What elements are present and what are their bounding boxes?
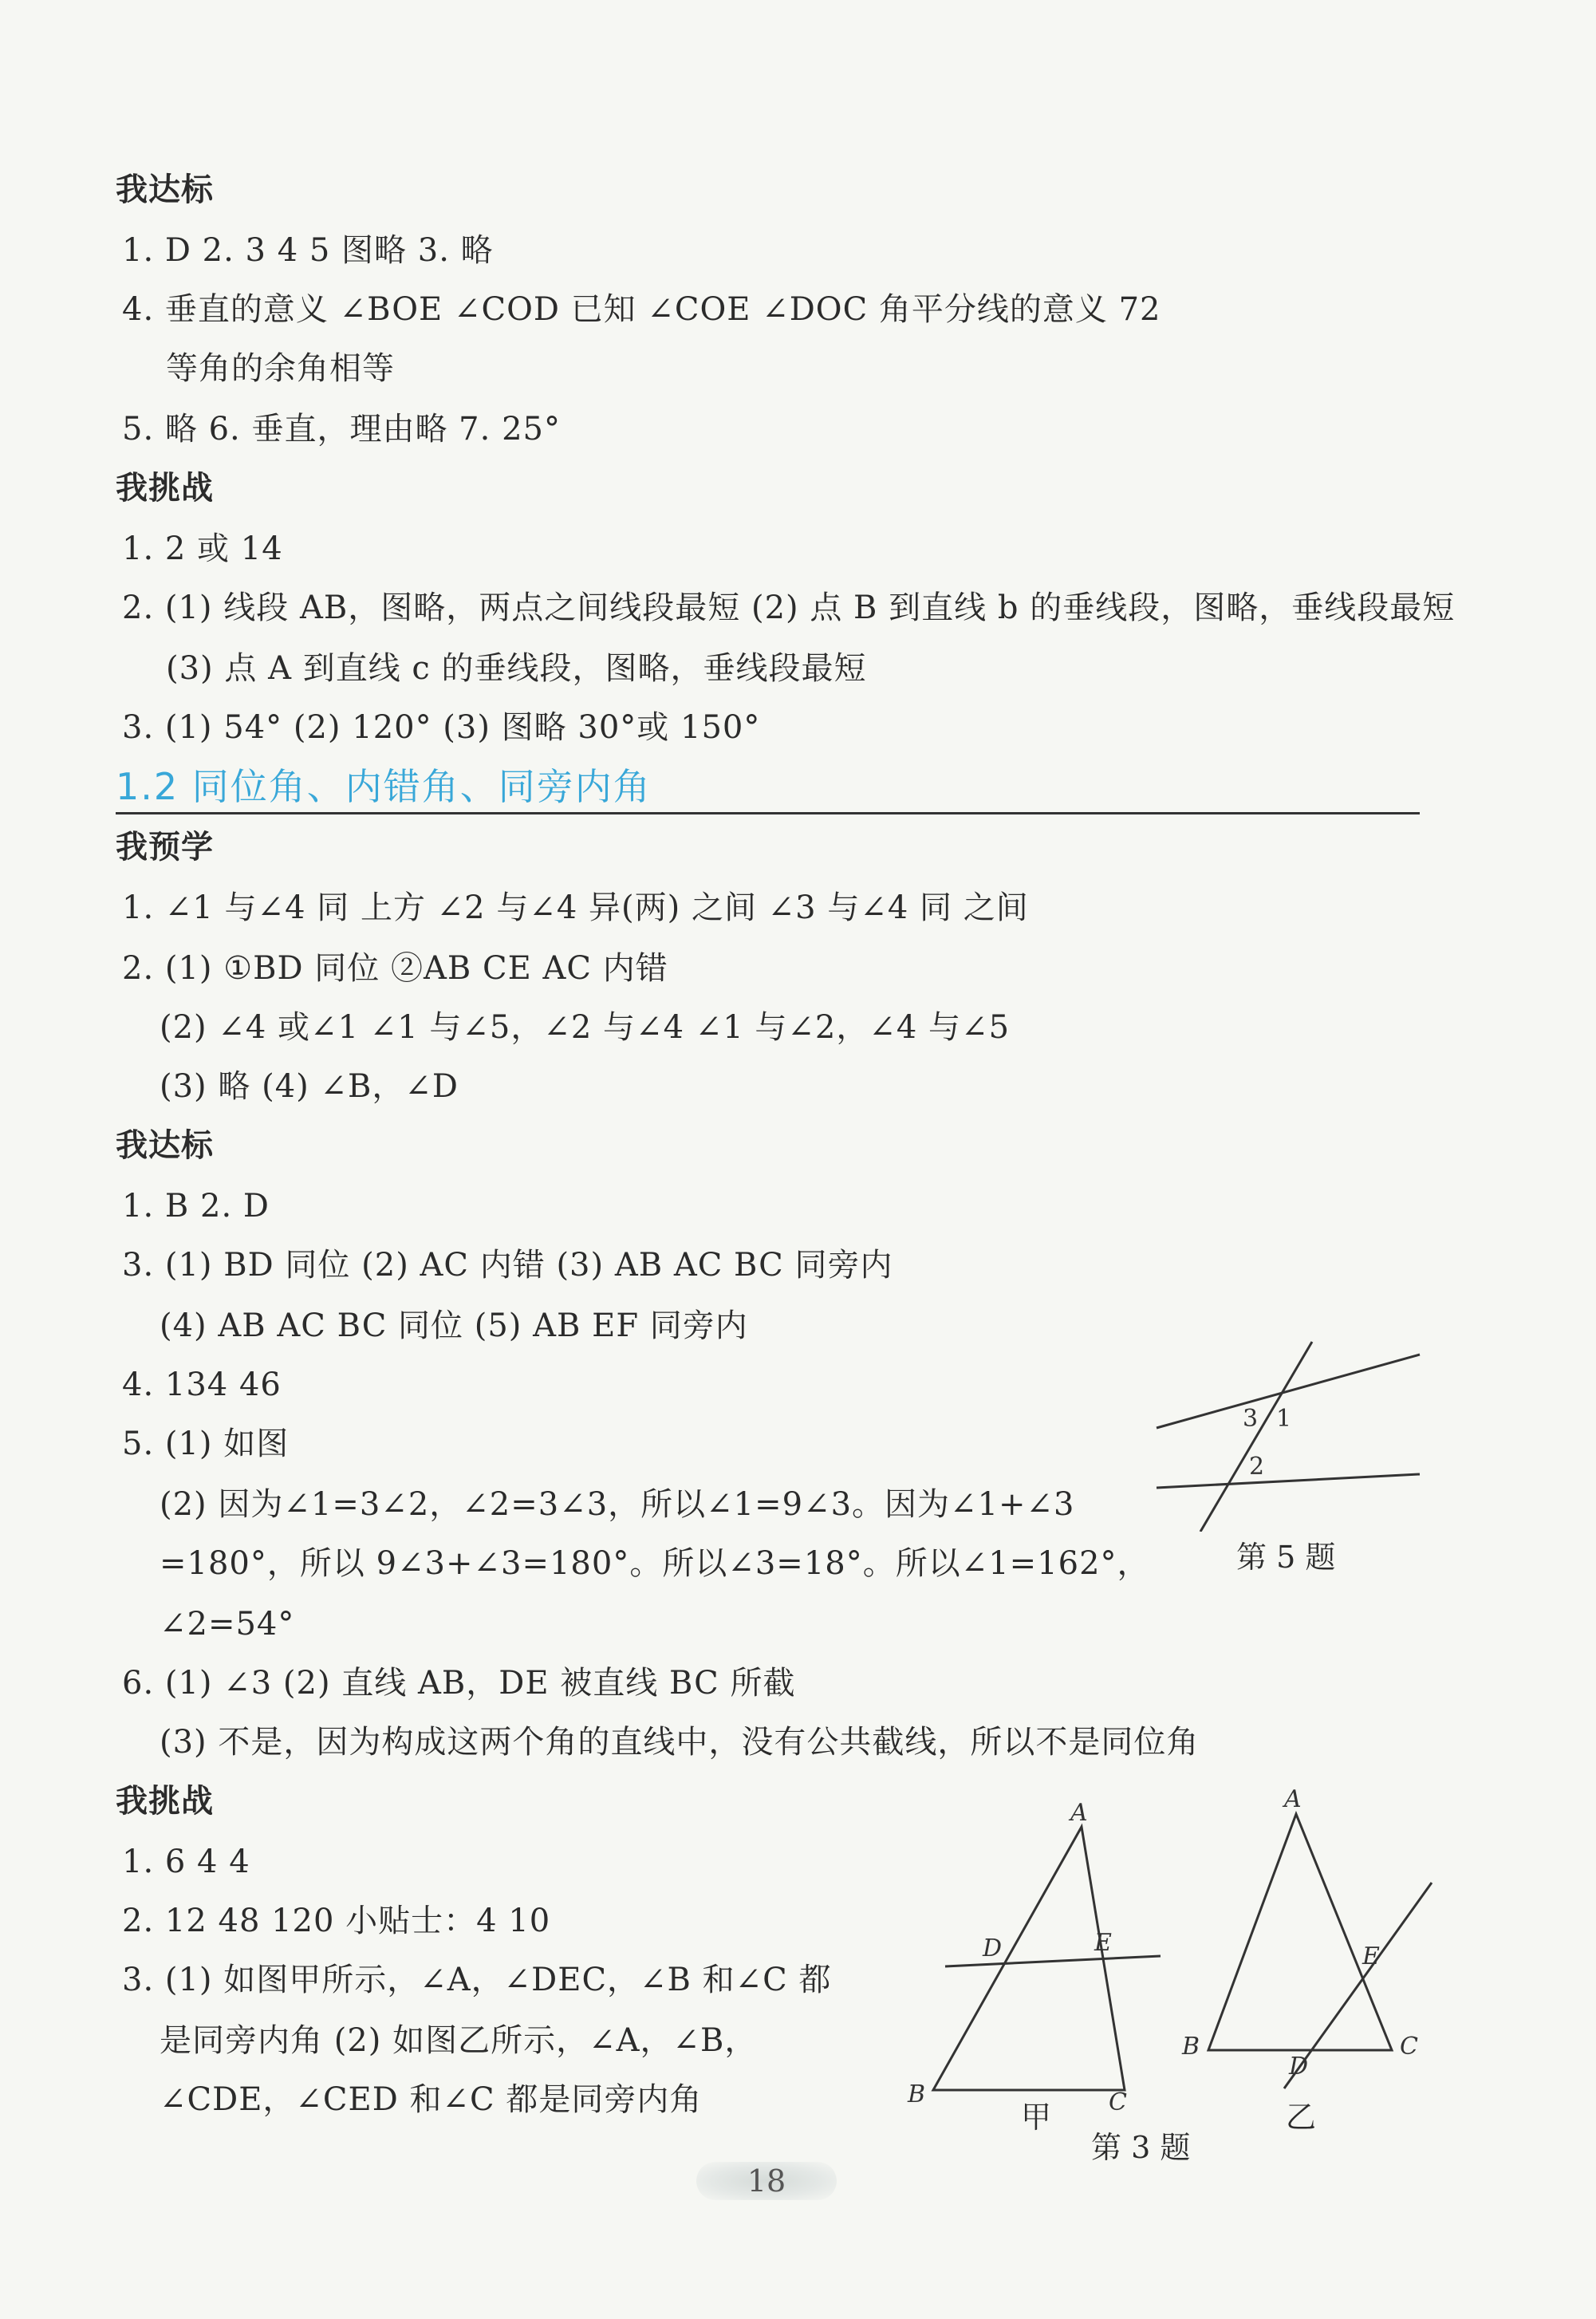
answer-line: 6. (1) ∠3 (2) 直线 AB，DE 被直线 BC 所截 [122,1665,796,1702]
answer-line: ∠CDE，∠CED 和∠C 都是同旁内角 [160,2081,703,2118]
fig5-label-2: 2 [1249,1453,1265,1481]
answer-line: (3) 略 (4) ∠B，∠D [160,1068,459,1105]
fig3-jia-name: 甲 [1021,2100,1052,2135]
answer-line: (4) AB AC BC 同位 (5) AB EF 同旁内 [160,1307,748,1344]
answer-line: =180°，所以 9∠3+∠3=180°。所以∠3=18°。所以∠1=162°， [160,1545,1150,1582]
answer-line: 1. ∠1 与∠4 同 上方 ∠2 与∠4 异(两) 之间 ∠3 与∠4 同 之间 [122,889,1029,926]
answer-line: 3. (1) 如图甲所示，∠A，∠DEC，∠B 和∠C 都 [122,1962,832,1998]
fig3-yi-triangle [1208,1814,1392,2050]
answer-line: ∠2=54° [160,1606,295,1643]
figure-3 [901,1779,1444,2122]
figure-5 [1149,1332,1436,1532]
fig5-label-3: 3 [1243,1405,1259,1433]
fig3-yi-name: 乙 [1286,2100,1317,2135]
fig3-yi-C: C [1400,2033,1418,2061]
section-title-rule [116,812,1420,814]
answer-line: 4. 垂直的意义 ∠BOE ∠COD 已知 ∠COE ∠DOC 角平分线的意义 72 [122,291,1161,328]
answer-line: (2) 因为∠1=3∠2，∠2=3∠3，所以∠1=9∠3。因为∠1+∠3 [160,1486,1075,1523]
answer-line: 3. (1) BD 同位 (2) AC 内错 (3) AB AC BC 同旁内 [122,1247,893,1284]
fig3-jia-E: E [1094,1929,1112,1957]
answer-line: (3) 不是，因为构成这两个角的直线中，没有公共截线，所以不是同位角 [160,1724,1200,1761]
subsection-heading: 我挑战 [116,1782,214,1820]
answer-line: 1. D 2. 3 4 5 图略 3. 略 [122,232,494,269]
fig5-caption: 第 5 题 [1236,1540,1336,1575]
answer-line: (3) 点 A 到直线 c 的垂线段，图略，垂线段最短 [166,650,867,687]
answer-line: 4. 134 46 [122,1367,282,1403]
fig3-jia-D: D [983,1934,1003,1962]
fig3-yi-D: D [1289,2053,1309,2080]
answer-line: 2. (1) ①BD 同位 ②AB CE AC 内错 [122,950,668,987]
subsection-heading: 我挑战 [116,469,214,507]
fig5-transversal [1200,1342,1312,1532]
answer-line: 是同旁内角 (2) 如图乙所示，∠A，∠B， [160,2022,758,2059]
fig3-yi-B: B [1182,2033,1200,2061]
fig3-jia-A: A [1070,1799,1088,1827]
answer-line: 1. B 2. D [122,1188,270,1225]
fig3-jia-B: B [908,2080,926,2108]
fig3-jia-de-line [945,1956,1161,1966]
subsection-heading: 我达标 [116,171,214,208]
fig5-label-1: 1 [1276,1405,1292,1433]
fig3-jia-C: C [1109,2088,1127,2116]
answer-line: (2) ∠4 或∠1 ∠1 与∠5，∠2 与∠4 ∠1 与∠2，∠4 与∠5 [160,1009,1011,1046]
subsection-heading: 我预学 [116,828,214,866]
answer-line: 2. (1) 线段 AB，图略，两点之间线段最短 (2) 点 B 到直线 b 的垂线段，图略，垂线段最短 [122,590,1456,626]
answer-line: 1. 2 或 14 [122,530,283,567]
answer-line: 3. (1) 54° (2) 120° (3) 图略 30°或 150° [122,709,761,746]
fig3-yi-A: A [1284,1785,1302,1813]
page-number: 18 [696,2162,837,2200]
fig3-caption: 第 3 题 [1091,2130,1191,2165]
answer-line: 5. 略 6. 垂直，理由略 7. 25° [122,411,561,448]
fig3-yi-E: E [1362,1942,1380,1970]
answer-line: 等角的余角相等 [166,350,395,387]
answer-line: 2. 12 48 120 小贴士：4 10 [122,1903,551,1939]
subsection-heading: 我达标 [116,1126,214,1164]
fig5-line-bottom [1157,1474,1420,1488]
answer-line: 5. (1) 如图 [122,1426,290,1462]
answer-line: 1. 6 4 4 [122,1844,250,1880]
section-title: 1.2 同位角、内错角、同旁内角 [116,765,652,808]
